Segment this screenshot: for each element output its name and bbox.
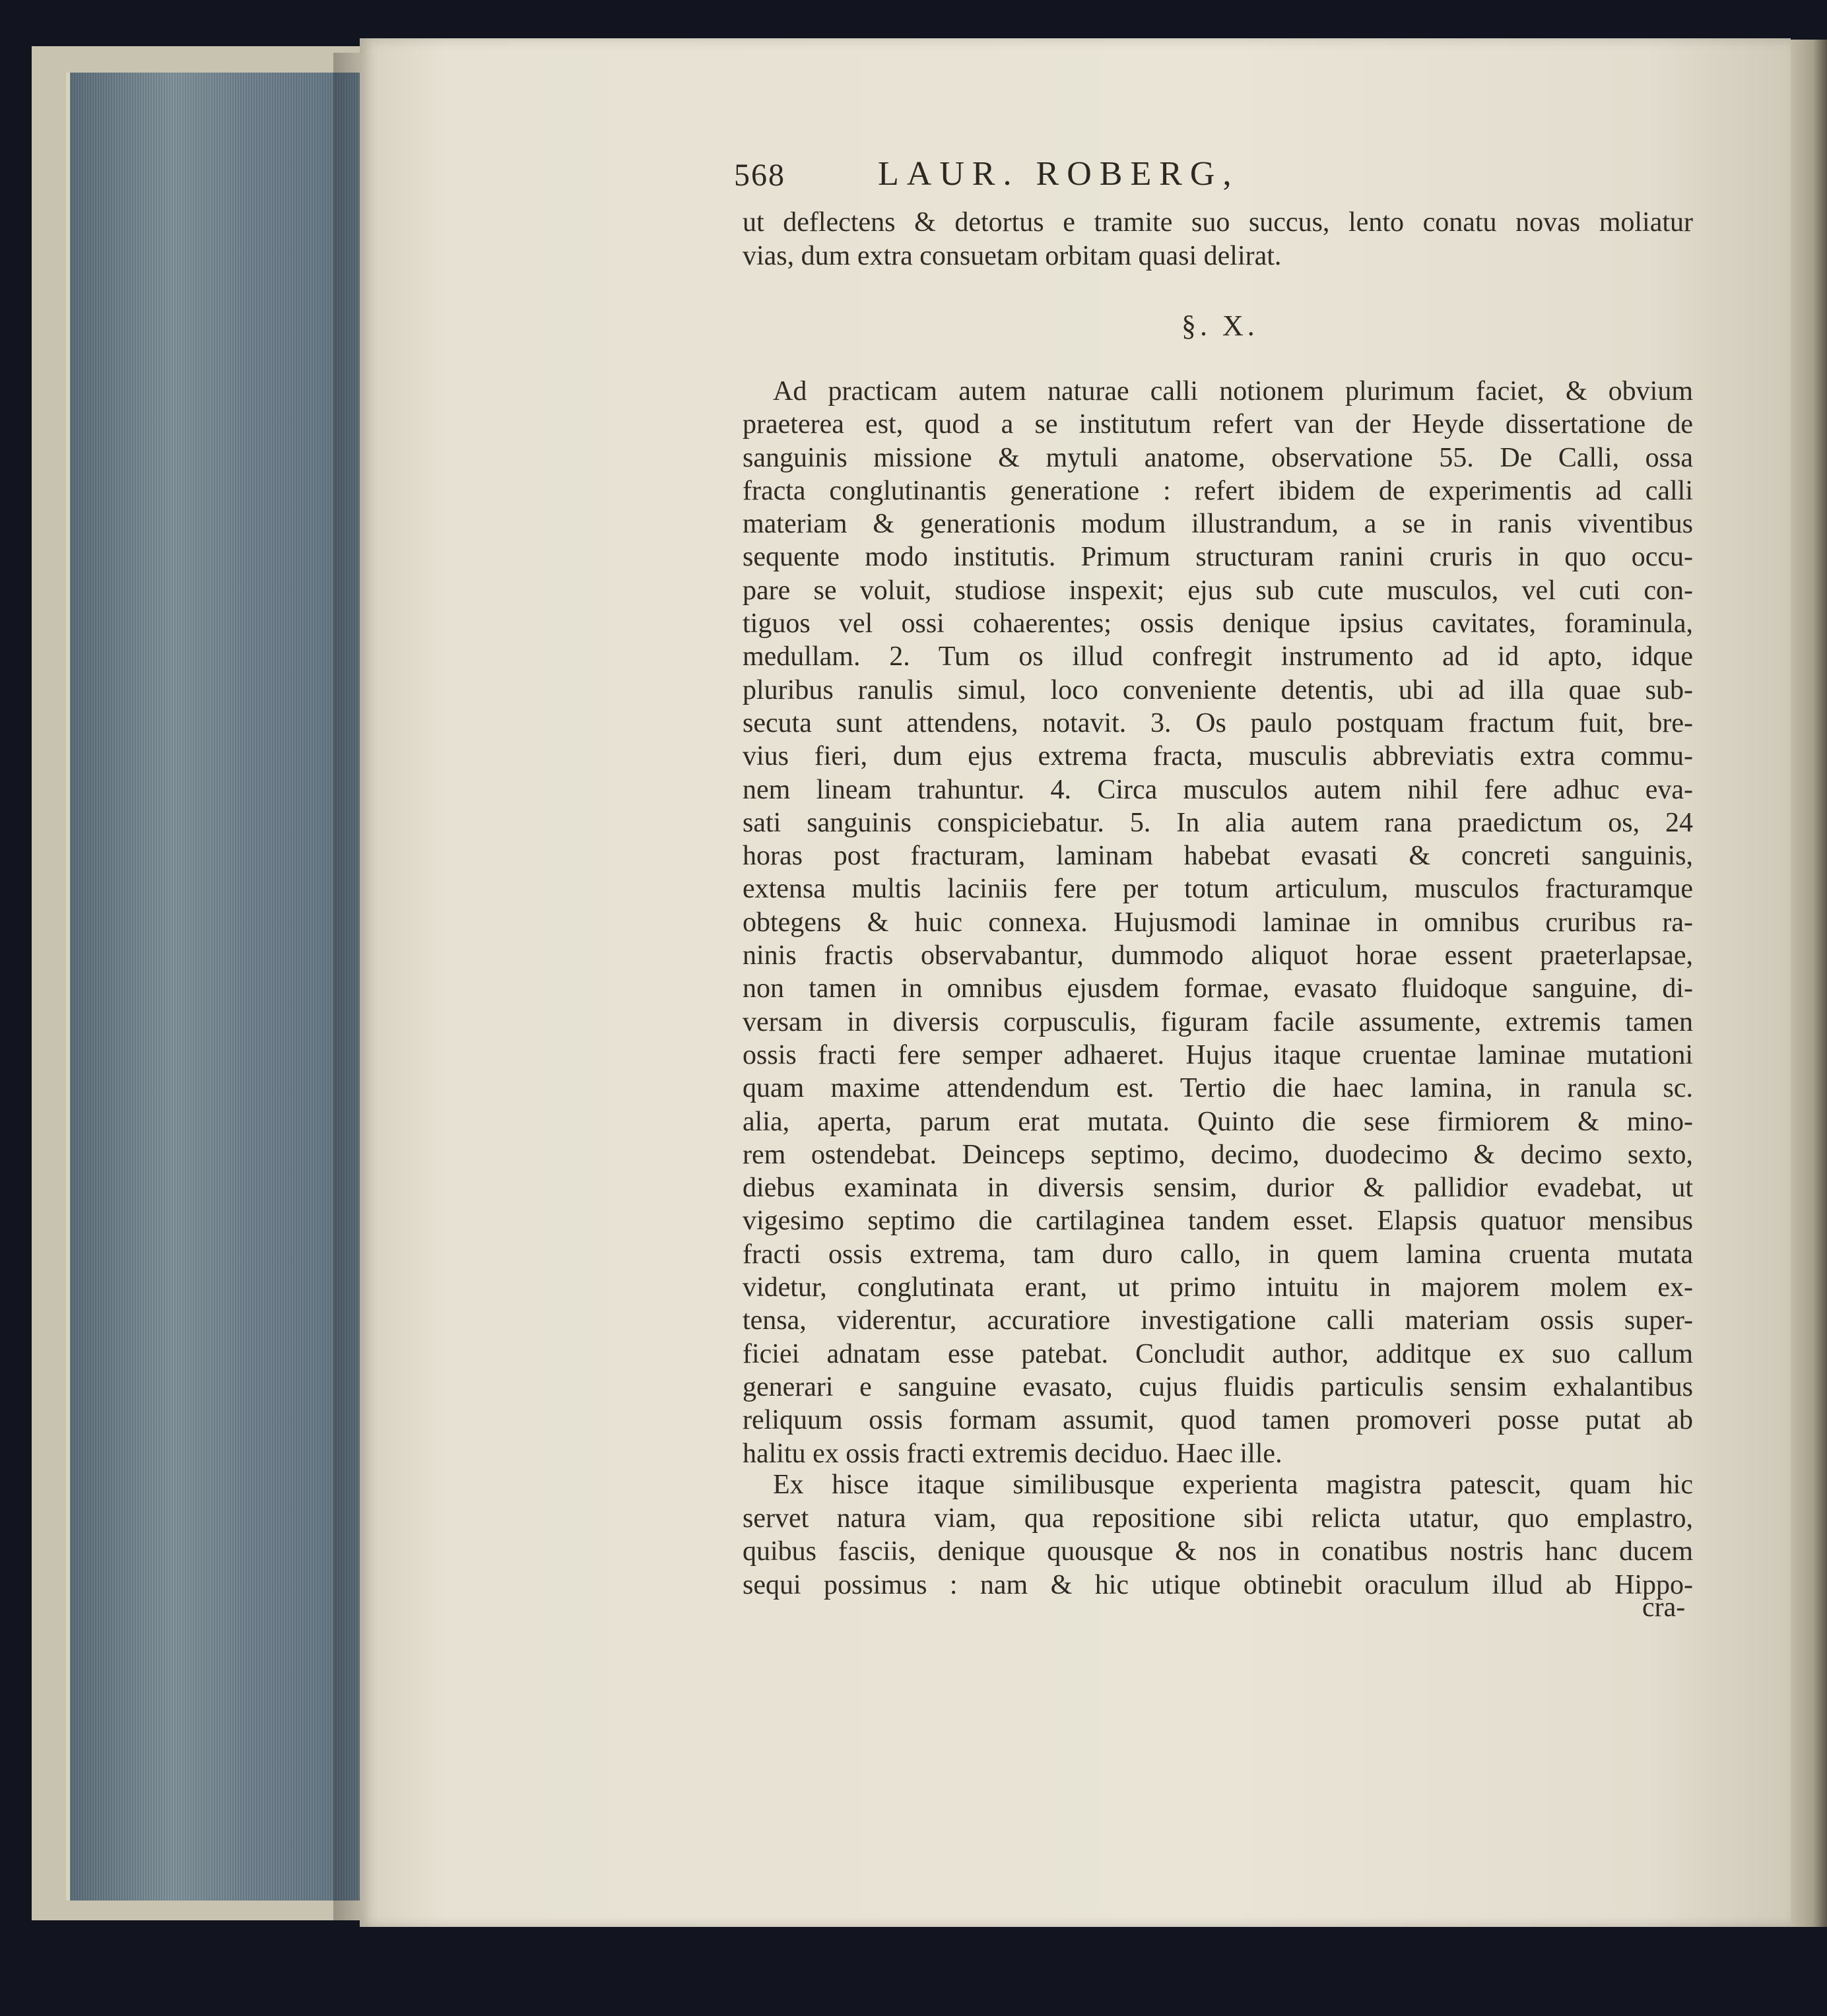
text-line: rem ostendebat. Deinceps septimo, decimo, duodecimo & decimo sexto, xyxy=(743,1139,1693,1170)
text-line: nem lineam trahuntur. 4. Circa musculos autem nihil fere adhuc eva- xyxy=(743,774,1693,805)
text-line: horas post fracturam, laminam habebat evasati & concreti sanguinis, xyxy=(743,841,1693,872)
text-line: vigesimo septimo die cartilaginea tandem esset. Elapsis quatuor mensibus xyxy=(743,1206,1693,1237)
text-line: alia, aperta, parum erat mutata. Quinto die sese firmiorem & mino- xyxy=(743,1106,1693,1137)
text-line: versam in diversis corpusculis, figuram facile assumente, extremis tamen xyxy=(743,1006,1693,1037)
text-line: non tamen in omnibus ejusdem formae, evasato fluidoque sanguine, di- xyxy=(743,973,1693,1004)
text-line: pare se voluit, studiose inspexit; ejus sub cute musculos, vel cuti con- xyxy=(743,575,1693,606)
text-line: praeterea est, quod a se institutum refert van der Heyde dissertatione de xyxy=(743,409,1693,440)
text-line: halitu ex ossis fracti extremis deciduo. Haec ille. xyxy=(743,1438,1282,1469)
text-line: Ad practicam autem naturae calli notionem plurimum faciet, & obvium xyxy=(773,376,1693,406)
running-head: LAUR. ROBERG, xyxy=(878,155,1240,193)
page-block-edges xyxy=(66,73,364,1901)
text-line: videtur, conglutinata erant, ut primo intuitu in majorem molem ex- xyxy=(743,1272,1693,1303)
text-line: diebus examinata in diversis sensim, durior & pallidior evadebat, ut xyxy=(743,1173,1693,1204)
catchword: cra- xyxy=(1642,1592,1686,1623)
text-line: servet natura viam, qua repositione sibi relicta utatur, quo emplastro, xyxy=(743,1503,1693,1534)
text-line: sequente modo institutis. Primum structuram ranini cruris in quo occu- xyxy=(743,542,1693,573)
text-line: ossis fracti fere semper adhaeret. Hujus itaque cruentae laminae mutationi xyxy=(743,1039,1693,1070)
text-line: tensa, viderentur, accuratiore investigatione calli materiam ossis super- xyxy=(743,1305,1693,1336)
page-number: 568 xyxy=(734,158,785,193)
text-line: materiam & generationis modum illustrandum, a se in ranis viventibus xyxy=(743,509,1693,540)
carry-over-text xyxy=(743,206,1693,273)
text-line: extensa multis laciniis fere per totum articulum, musculos fracturamque xyxy=(743,874,1693,905)
text-line: generari e sanguine evasato, cujus fluidis particulis sensim exhalantibus xyxy=(743,1371,1693,1402)
paragraph xyxy=(743,375,1693,1470)
text-line: pluribus ranulis simul, loco conveniente detentis, ubi ad illa quae sub- xyxy=(743,674,1693,705)
text-line: sequi possimus : nam & hic utique obtinebit oraculum illud ab Hippo- xyxy=(743,1569,1693,1600)
text-line: fracti ossis extrema, tam duro callo, in quem lamina cruenta mutata xyxy=(743,1239,1693,1270)
text-line: sati sanguinis conspiciebatur. 5. In alia autem rana praedictum os, 24 xyxy=(743,807,1693,838)
paragraph xyxy=(743,1468,1693,1602)
text-line: vias, dum extra consuetam orbitam quasi delirat. xyxy=(743,240,1282,271)
text-line: Ex hisce itaque similibusque experienta magistra patescit, quam hic xyxy=(773,1470,1693,1500)
text-line: quam maxime attendendum est. Tertio die haec lamina, in ranula sc. xyxy=(743,1073,1693,1104)
section-heading: §. X. xyxy=(1181,309,1259,342)
text-line: sanguinis missione & mytuli anatome, observatione 55. De Calli, ossa xyxy=(743,442,1693,473)
text-line: tiguos vel ossi cohaerentes; ossis denique ipsius cavitates, foraminula, xyxy=(743,608,1693,639)
text-line: ninis fractis observabantur, dummodo aliquot horae essent praeterlapsae, xyxy=(743,940,1693,971)
text-line: fracta conglutinantis generatione : refert ibidem de experimentis ad calli xyxy=(743,475,1693,506)
text-line: quibus fasciis, denique quousque & nos in conatibus nostris hanc ducem xyxy=(743,1536,1693,1567)
text-line: ut deflectens & detortus e tramite suo succus, lento conatu novas moliatur xyxy=(743,207,1693,238)
text-line: medullam. 2. Tum os illud confregit instrumento ad id apto, idque xyxy=(743,641,1693,672)
text-line: obtegens & huic connexa. Hujusmodi laminae in omnibus cruribus ra- xyxy=(743,907,1693,938)
text-line: reliquum ossis formam assumit, quod tamen promoveri posse putat ab xyxy=(743,1405,1693,1436)
text-line: vius fieri, dum ejus extrema fracta, musculis abbreviatis extra commu- xyxy=(743,741,1693,772)
text-line: ficiei adnatam esse patebat. Concludit author, additque ex suo callum xyxy=(743,1338,1693,1369)
text-line: secuta sunt attendens, notavit. 3. Os paulo postquam fractum fuit, bre- xyxy=(743,707,1693,738)
